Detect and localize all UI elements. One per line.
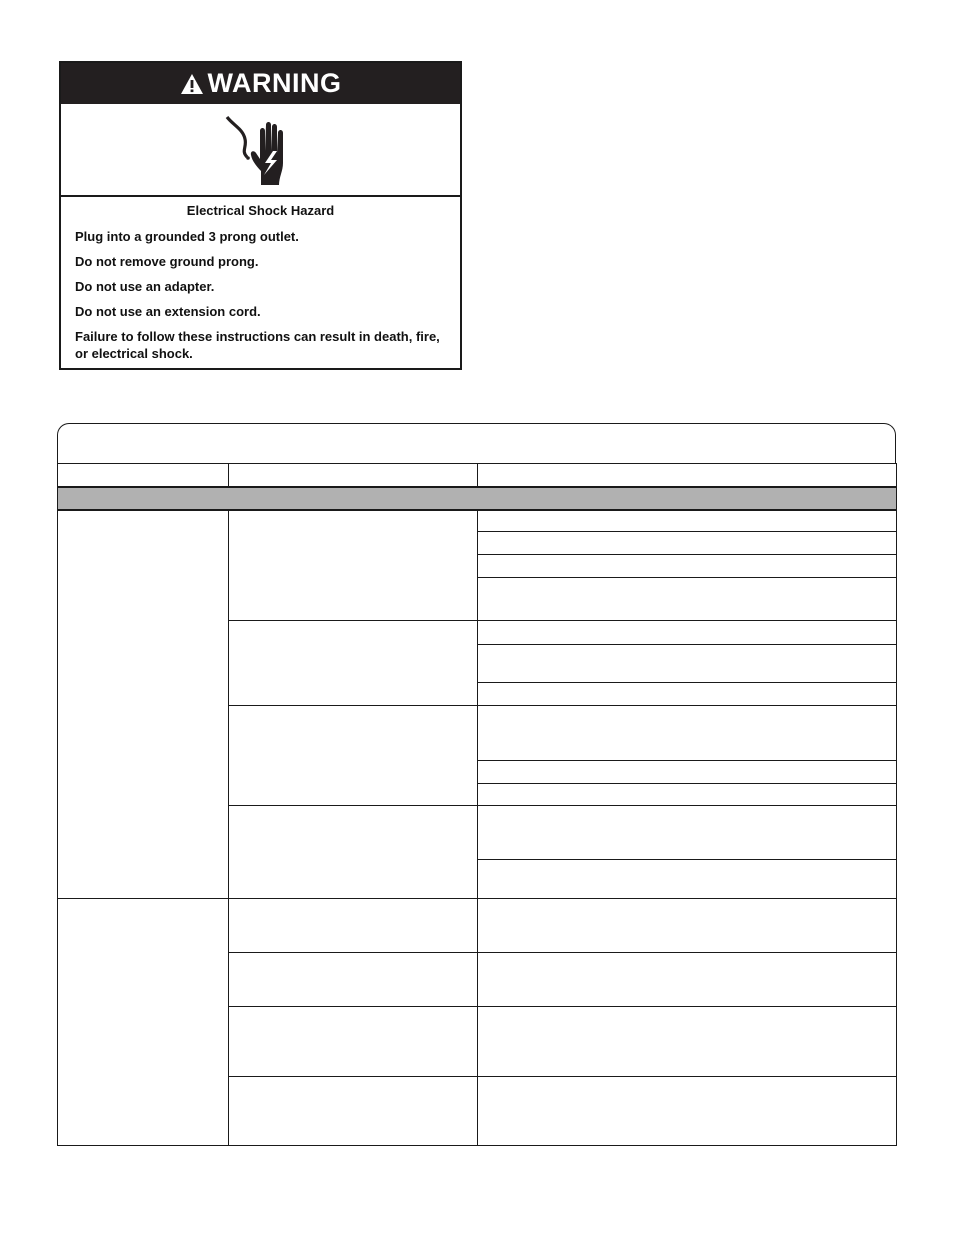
row-divider [477,644,897,645]
column-divider [228,509,229,1146]
warning-line: Do not use an adapter. [75,279,215,294]
warning-line: Do not remove ground prong. [75,254,259,269]
warning-line: Failure to follow these instructions can result in death, fire, or electrical shock. [75,329,440,361]
table-section-band [57,487,897,509]
row-divider [57,463,897,464]
row-divider [477,682,897,683]
row-divider [477,577,897,578]
table-border [57,463,58,1146]
row-divider [228,705,897,706]
exclamation-triangle-icon [180,73,204,95]
row-divider [57,486,897,488]
electrical-shock-hand-icon [221,111,301,189]
row-divider [228,952,897,953]
row-divider [228,805,897,806]
row-divider [57,509,897,511]
warning-icon-panel [61,104,460,197]
warning-subtitle: Electrical Shock Hazard [186,203,335,218]
warning-label [59,61,462,370]
warning-header [61,63,460,104]
table-title-bar [57,423,896,463]
warning-line: Do not use an extension cord. [75,304,261,319]
troubleshooting-table [57,423,898,1146]
warning-title: WARNING [207,68,342,98]
row-divider [477,760,897,761]
row-divider [477,859,897,860]
column-divider [477,463,478,486]
warning-text [61,197,460,370]
row-divider [477,554,897,555]
row-divider [57,898,897,899]
column-divider [228,463,229,486]
row-divider [57,1145,897,1146]
column-divider [477,509,478,1146]
row-divider [477,531,897,532]
warning-line: Plug into a grounded 3 prong outlet. [75,229,299,244]
row-divider [477,783,897,784]
row-divider [228,1006,897,1007]
row-divider [228,1076,897,1077]
row-divider [228,620,897,621]
